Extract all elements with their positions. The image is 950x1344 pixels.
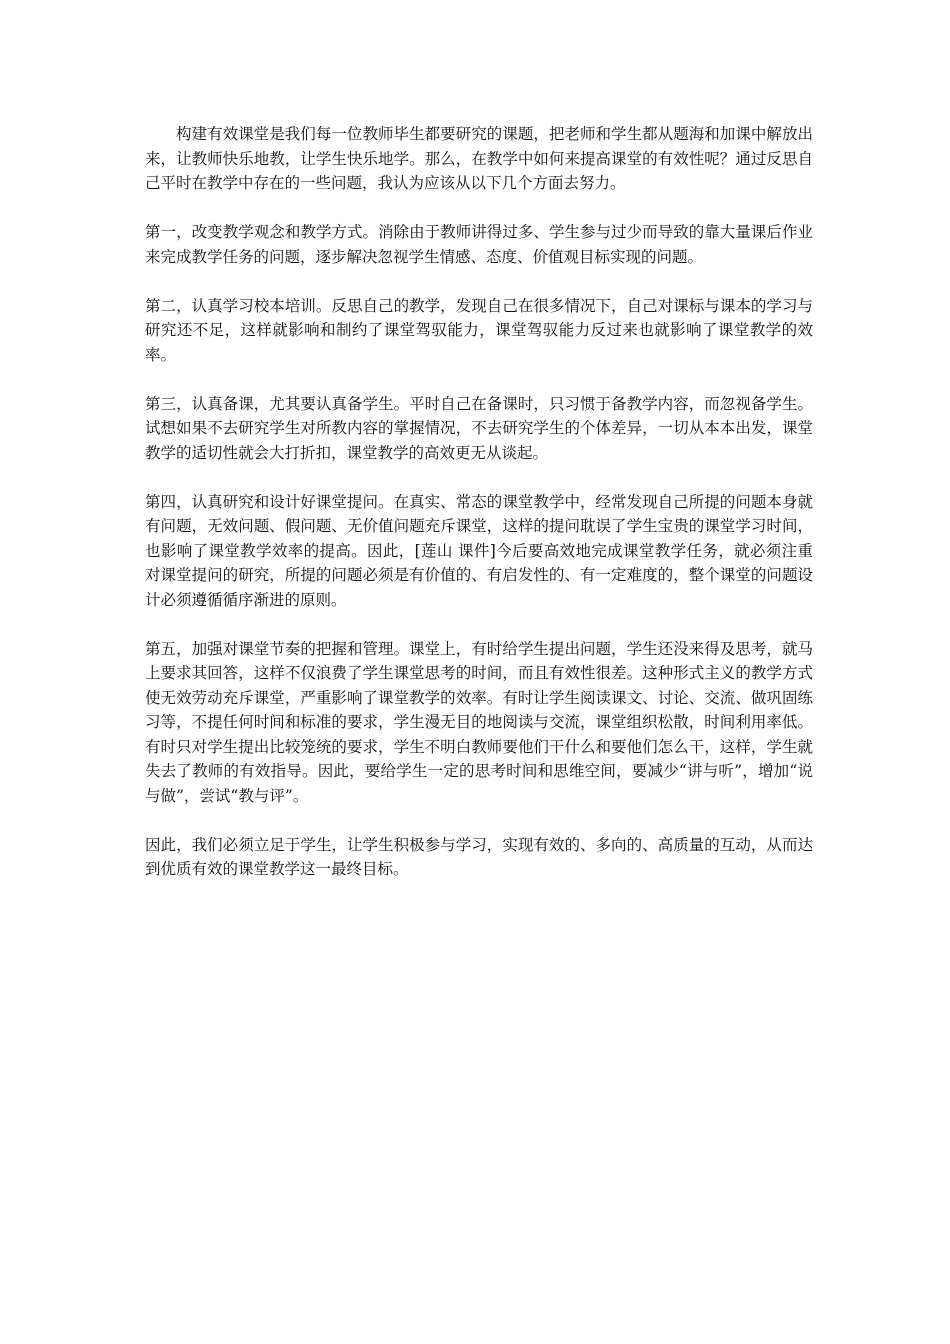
paragraph-point-4: 第四，认真研究和设计好课堂提问。在真实、常态的课堂教学中，经常发现自己所提的问题本身就有问题，无效问题、假问题、无价值问题充斥课堂，这样的提问耽误了学生宝贵的课堂学习时间，也影响了课堂教学效率的提高。因此，[莲山 课件]今后要高效地完成课堂教学任务，就必须注重对课堂提问的研究，所提的问题必须是有价值的、有启发性的、有一定难度的，整个课堂的问题设计必须遵循循序渐进的原则。 [145,492,813,609]
paragraph-point-2: 第二，认真学习校本培训。反思自己的教学，发现自己在很多情况下，自己对课标与课本的学习与研究还不足，这样就影响和制约了课堂驾驭能力，课堂驾驭能力反过来也就影响了课堂教学的效率。 [145,296,813,364]
paragraph-intro: 构建有效课堂是我们每一位教师毕生都要研究的课题，把老师和学生都从题海和加课中解放出来，让教师快乐地教，让学生快乐地学。那么，在教学中如何来提高课堂的有效性呢？通过反思自己平时在教学中存在的一些问题，我认为应该从以下几个方面去努力。 [145,125,813,192]
document-body [145,122,813,906]
paragraph-point-5: 第五，加强对课堂节奏的把握和管理。课堂上，有时给学生提出问题，学生还没来得及思考，就马上要求其回答，这样不仅浪费了学生课堂思考的时间，而且有效性很差。这种形式主义的教学方式使无效劳动充斥课堂，严重影响了课堂教学的效率。有时让学生阅读课文、讨论、交流、做巩固练习等，不提任何时间和标准的要求，学生漫无目的地阅读与交流，课堂组织松散，时间利用率低。有时只对学生提出比较笼统的要求，学生不明白教师要他们干什么和要他们怎么干，这样，学生就失去了教师的有效指导。因此，要给学生一定的思考时间和思维空间，要减少“讲与听”，增加“说与做”，尝试“教与评”。 [145,639,813,805]
paragraph-conclusion: 因此，我们必须立足于学生，让学生积极参与学习，实现有效的、多向的、高质量的互动，从而达到优质有效的课堂教学这一最终目标。 [145,835,813,878]
paragraph-point-1: 第一，改变教学观念和教学方式。消除由于教师讲得过多、学生参与过少而导致的靠大量课后作业来完成教学任务的问题，逐步解决忽视学生情感、态度、价值观目标实现的问题。 [145,223,813,266]
paragraph-point-3: 第三，认真备课，尤其要认真备学生。平时自己在备课时，只习惯于备教学内容，而忽视备学生。试想如果不去研究学生对所教内容的掌握情况，不去研究学生的个体差异，一切从本本出发，课堂教学的适切性就会大打折扣，课堂教学的高效更无从谈起。 [145,394,813,462]
